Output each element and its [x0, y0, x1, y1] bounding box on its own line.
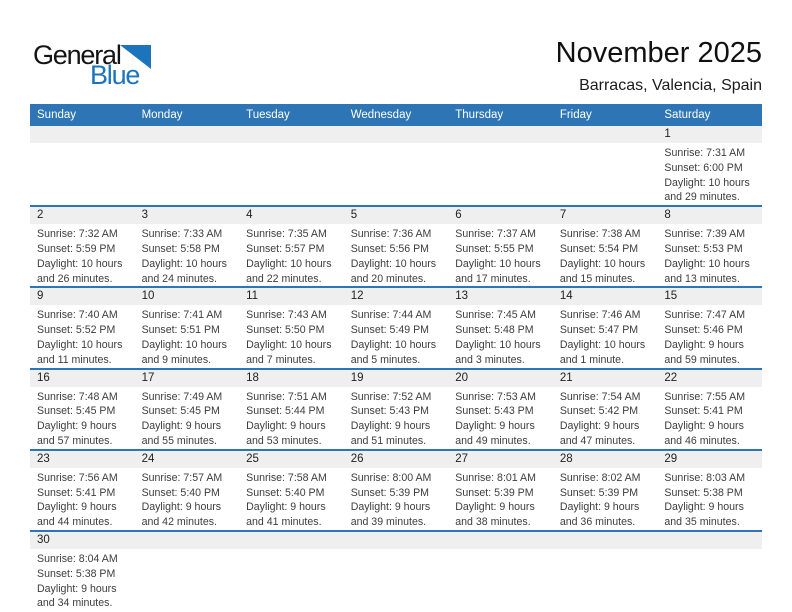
day-cell-21: [553, 369, 658, 450]
day-info: [553, 305, 658, 367]
daylight-text: Daylight: 9 hours and 34 minutes.: [37, 582, 117, 610]
daylight-text: Daylight: 10 hours and 1 minute.: [559, 338, 646, 366]
daylight-text: Daylight: 9 hours and 47 minutes.: [559, 420, 640, 447]
day-number: 14: [553, 288, 658, 305]
header-titles: [556, 36, 762, 96]
sunrise-text: Sunrise: 7:51 AM: [246, 390, 327, 403]
page-subtitle: Barracas, Valencia, Spain: [579, 77, 762, 94]
day-cell-8: [657, 206, 762, 287]
day-info: [239, 468, 344, 530]
weekday-header-thursday: Thursday: [448, 104, 553, 126]
day-info: [448, 305, 553, 367]
sunrise-text: Sunrise: 8:01 AM: [455, 471, 536, 484]
empty-cell: [30, 126, 135, 206]
week-row-2: [30, 206, 762, 287]
day-cell-15: [657, 287, 762, 368]
daylight-text: Daylight: 9 hours and 46 minutes.: [664, 420, 744, 447]
daylight-text: Daylight: 10 hours and 9 minutes.: [141, 338, 227, 366]
day-info: [344, 387, 449, 449]
day-info: [344, 305, 449, 367]
day-number: 13: [448, 288, 553, 305]
sunset-text: Sunset: 5:38 PM: [37, 567, 116, 580]
sunset-text: Sunset: 5:43 PM: [455, 405, 534, 418]
day-info: [657, 387, 762, 449]
sunset-text: Sunset: 5:39 PM: [350, 486, 430, 499]
day-cell-17: [135, 369, 240, 450]
week-row-3: [30, 287, 762, 368]
sunset-text: Sunset: 5:48 PM: [455, 324, 534, 337]
sunset-text: Sunset: 5:59 PM: [37, 242, 116, 255]
sunset-text: Sunset: 5:41 PM: [664, 405, 743, 418]
day-info: [553, 387, 658, 449]
sunset-text: Sunset: 5:41 PM: [37, 486, 116, 499]
day-strip-empty: [30, 126, 135, 143]
day-number: 3: [135, 207, 240, 224]
weekday-header-sunday: Sunday: [30, 104, 135, 126]
day-info: [135, 224, 240, 286]
day-cell-18: [239, 369, 344, 450]
day-number: 15: [657, 288, 762, 305]
day-cell-9: [30, 287, 135, 368]
sunrise-text: Sunrise: 7:58 AM: [246, 471, 327, 484]
logo-text-blue: Blue: [90, 60, 140, 90]
day-strip-empty: [344, 532, 449, 549]
day-info: [448, 387, 553, 449]
day-number: 26: [344, 451, 449, 468]
day-number: 21: [553, 370, 658, 387]
sunset-text: Sunset: 5:47 PM: [559, 324, 639, 337]
sunrise-text: Sunrise: 7:53 AM: [455, 390, 536, 403]
sunrise-text: Sunrise: 7:55 AM: [664, 390, 746, 403]
sunrise-text: Sunrise: 7:57 AM: [141, 471, 223, 484]
daylight-text: Daylight: 10 hours and 7 minutes.: [246, 338, 332, 366]
sunset-text: Sunset: 5:42 PM: [559, 405, 639, 418]
daylight-text: Daylight: 10 hours and 17 minutes.: [455, 257, 541, 285]
sunset-text: Sunset: 5:57 PM: [246, 242, 325, 255]
empty-cell: [239, 531, 344, 611]
daylight-text: Daylight: 10 hours and 15 minutes.: [559, 257, 646, 285]
day-cell-2: [30, 206, 135, 287]
weekday-header-monday: Monday: [135, 104, 240, 126]
day-number: 29: [657, 451, 762, 468]
day-number: 16: [30, 370, 135, 387]
calendar-table: [30, 104, 762, 611]
sunset-text: Sunset: 6:00 PM: [664, 161, 743, 174]
day-info: [657, 224, 762, 286]
empty-cell: [553, 126, 658, 206]
weekday-header-saturday: Saturday: [657, 104, 762, 126]
empty-cell: [553, 531, 658, 611]
day-number: 11: [239, 288, 344, 305]
day-cell-12: [344, 287, 449, 368]
day-cell-22: [657, 369, 762, 450]
day-info: [239, 305, 344, 367]
day-info: [239, 387, 344, 449]
day-cell-27: [448, 450, 553, 531]
day-number: 6: [448, 207, 553, 224]
sunset-text: Sunset: 5:40 PM: [246, 486, 325, 499]
sunset-text: Sunset: 5:51 PM: [141, 324, 220, 337]
sunrise-text: Sunrise: 8:03 AM: [664, 471, 746, 484]
week-row-4: [30, 369, 762, 450]
daylight-text: Daylight: 9 hours and 57 minutes.: [37, 420, 117, 447]
day-strip-empty: [448, 532, 553, 549]
day-cell-11: [239, 287, 344, 368]
sunrise-text: Sunrise: 8:02 AM: [559, 471, 641, 484]
day-cell-19: [344, 369, 449, 450]
sunrise-text: Sunrise: 7:38 AM: [559, 228, 641, 241]
sunset-text: Sunset: 5:53 PM: [664, 242, 743, 255]
sunrise-text: Sunrise: 7:52 AM: [350, 390, 432, 403]
day-number: 25: [239, 451, 344, 468]
day-cell-6: [448, 206, 553, 287]
daylight-text: Daylight: 10 hours and 24 minutes.: [141, 257, 227, 285]
daylight-text: Daylight: 9 hours and 35 minutes.: [664, 501, 744, 529]
day-info: [30, 468, 135, 530]
logo-text-general: General: [33, 40, 121, 70]
sunrise-text: Sunrise: 7:33 AM: [141, 228, 223, 241]
empty-cell: [448, 126, 553, 206]
day-cell-4: [239, 206, 344, 287]
sunrise-text: Sunrise: 7:56 AM: [37, 471, 118, 484]
day-number: 30: [30, 532, 135, 549]
day-strip-empty: [553, 126, 658, 143]
day-cell-16: [30, 369, 135, 450]
day-number: 22: [657, 370, 762, 387]
sunset-text: Sunset: 5:44 PM: [246, 405, 325, 418]
day-number: 17: [135, 370, 240, 387]
day-strip-empty: [239, 126, 344, 143]
day-number: 23: [30, 451, 135, 468]
day-strip-empty: [344, 126, 449, 143]
weekday-header-row: [30, 104, 762, 126]
daylight-text: Daylight: 9 hours and 42 minutes.: [141, 501, 222, 529]
day-info: [553, 224, 658, 286]
sunrise-text: Sunrise: 7:36 AM: [350, 228, 432, 241]
sunrise-text: Sunrise: 7:48 AM: [37, 390, 118, 403]
empty-cell: [239, 126, 344, 206]
empty-cell: [448, 531, 553, 611]
sunset-text: Sunset: 5:39 PM: [559, 486, 639, 499]
sunrise-text: Sunrise: 7:39 AM: [664, 228, 746, 241]
day-number: 19: [344, 370, 449, 387]
day-cell-25: [239, 450, 344, 531]
daylight-text: Daylight: 10 hours and 26 minutes.: [37, 257, 123, 285]
day-strip-empty: [657, 532, 762, 549]
day-cell-23: [30, 450, 135, 531]
day-cell-20: [448, 369, 553, 450]
day-number: 4: [239, 207, 344, 224]
day-info: [135, 305, 240, 367]
daylight-text: Daylight: 10 hours and 20 minutes.: [350, 257, 437, 285]
sunrise-text: Sunrise: 7:32 AM: [37, 228, 118, 241]
day-number: 7: [553, 207, 658, 224]
sunset-text: Sunset: 5:58 PM: [141, 242, 220, 255]
week-row-1: [30, 126, 762, 206]
day-cell-3: [135, 206, 240, 287]
sunrise-text: Sunrise: 8:00 AM: [350, 471, 432, 484]
empty-cell: [344, 126, 449, 206]
day-cell-30: [30, 531, 135, 611]
weekday-header-friday: Friday: [553, 104, 658, 126]
day-info: [553, 468, 658, 530]
day-strip-empty: [553, 532, 658, 549]
logo: [33, 42, 183, 89]
day-number: 9: [30, 288, 135, 305]
daylight-text: Daylight: 10 hours and 22 minutes.: [246, 257, 332, 285]
sunset-text: Sunset: 5:39 PM: [455, 486, 534, 499]
day-info: [657, 468, 762, 530]
day-info: [657, 143, 762, 205]
sunset-text: Sunset: 5:55 PM: [455, 242, 534, 255]
sunrise-text: Sunrise: 7:45 AM: [455, 309, 536, 322]
day-cell-7: [553, 206, 658, 287]
day-cell-5: [344, 206, 449, 287]
day-info: [448, 468, 553, 530]
sunrise-text: Sunrise: 7:54 AM: [559, 390, 641, 403]
empty-cell: [344, 531, 449, 611]
sunrise-text: Sunrise: 7:47 AM: [664, 309, 746, 322]
daylight-text: Daylight: 9 hours and 51 minutes.: [350, 420, 431, 447]
daylight-text: Daylight: 9 hours and 53 minutes.: [246, 420, 326, 447]
empty-cell: [657, 531, 762, 611]
day-cell-1: [657, 126, 762, 206]
weekday-header-wednesday: Wednesday: [344, 104, 449, 126]
sunset-text: Sunset: 5:49 PM: [350, 324, 430, 337]
day-info: [30, 305, 135, 367]
day-cell-26: [344, 450, 449, 531]
daylight-text: Daylight: 9 hours and 59 minutes.: [664, 338, 744, 366]
daylight-text: Daylight: 10 hours and 3 minutes.: [455, 338, 541, 366]
sunset-text: Sunset: 5:40 PM: [141, 486, 220, 499]
day-number: 8: [657, 207, 762, 224]
day-cell-13: [448, 287, 553, 368]
day-cell-10: [135, 287, 240, 368]
day-info: [239, 224, 344, 286]
day-number: 20: [448, 370, 553, 387]
daylight-text: Daylight: 9 hours and 36 minutes.: [559, 501, 640, 529]
day-info: [30, 549, 135, 611]
daylight-text: Daylight: 9 hours and 49 minutes.: [455, 420, 535, 447]
day-cell-28: [553, 450, 658, 531]
week-row-5: [30, 450, 762, 531]
day-info: [448, 224, 553, 286]
day-cell-29: [657, 450, 762, 531]
daylight-text: Daylight: 9 hours and 55 minutes.: [141, 420, 222, 447]
day-info: [30, 387, 135, 449]
daylight-text: Daylight: 10 hours and 29 minutes.: [664, 176, 750, 204]
day-cell-14: [553, 287, 658, 368]
sunset-text: Sunset: 5:46 PM: [664, 324, 743, 337]
day-strip-empty: [239, 532, 344, 549]
sunset-text: Sunset: 5:43 PM: [350, 405, 430, 418]
day-strip-empty: [135, 532, 240, 549]
page-title: November 2025: [555, 37, 762, 69]
sunset-text: Sunset: 5:45 PM: [37, 405, 116, 418]
sunset-text: Sunset: 5:52 PM: [37, 324, 116, 337]
day-number: 5: [344, 207, 449, 224]
sunrise-text: Sunrise: 7:40 AM: [37, 309, 118, 322]
sunset-text: Sunset: 5:45 PM: [141, 405, 220, 418]
empty-cell: [135, 126, 240, 206]
day-strip-empty: [135, 126, 240, 143]
day-number: 10: [135, 288, 240, 305]
day-info: [344, 224, 449, 286]
daylight-text: Daylight: 10 hours and 5 minutes.: [350, 338, 437, 366]
daylight-text: Daylight: 9 hours and 41 minutes.: [246, 501, 326, 529]
sunset-text: Sunset: 5:56 PM: [350, 242, 430, 255]
sunrise-text: Sunrise: 7:31 AM: [664, 147, 746, 159]
daylight-text: Daylight: 10 hours and 11 minutes.: [37, 338, 123, 366]
day-number: 24: [135, 451, 240, 468]
day-info: [344, 468, 449, 530]
sunset-text: Sunset: 5:54 PM: [559, 242, 639, 255]
sunset-text: Sunset: 5:50 PM: [246, 324, 325, 337]
day-strip-empty: [448, 126, 553, 143]
day-info: [135, 468, 240, 530]
day-number: 18: [239, 370, 344, 387]
day-info: [657, 305, 762, 367]
sunrise-text: Sunrise: 8:04 AM: [37, 552, 118, 565]
daylight-text: Daylight: 9 hours and 38 minutes.: [455, 501, 535, 529]
empty-cell: [135, 531, 240, 611]
day-number: 28: [553, 451, 658, 468]
sunrise-text: Sunrise: 7:46 AM: [559, 309, 641, 322]
day-number: 12: [344, 288, 449, 305]
day-info: [30, 224, 135, 286]
sunrise-text: Sunrise: 7:37 AM: [455, 228, 536, 241]
sunrise-text: Sunrise: 7:44 AM: [350, 309, 432, 322]
day-number: 2: [30, 207, 135, 224]
day-number: 1: [657, 126, 762, 143]
day-number: 27: [448, 451, 553, 468]
sunrise-text: Sunrise: 7:35 AM: [246, 228, 327, 241]
sunrise-text: Sunrise: 7:41 AM: [141, 309, 223, 322]
day-info: [135, 387, 240, 449]
week-row-6: [30, 531, 762, 611]
day-cell-24: [135, 450, 240, 531]
daylight-text: Daylight: 9 hours and 44 minutes.: [37, 501, 117, 529]
daylight-text: Daylight: 10 hours and 13 minutes.: [664, 257, 750, 285]
sunrise-text: Sunrise: 7:43 AM: [246, 309, 327, 322]
sunrise-text: Sunrise: 7:49 AM: [141, 390, 223, 403]
weekday-header-tuesday: Tuesday: [239, 104, 344, 126]
daylight-text: Daylight: 9 hours and 39 minutes.: [350, 501, 431, 529]
sunset-text: Sunset: 5:38 PM: [664, 486, 743, 499]
